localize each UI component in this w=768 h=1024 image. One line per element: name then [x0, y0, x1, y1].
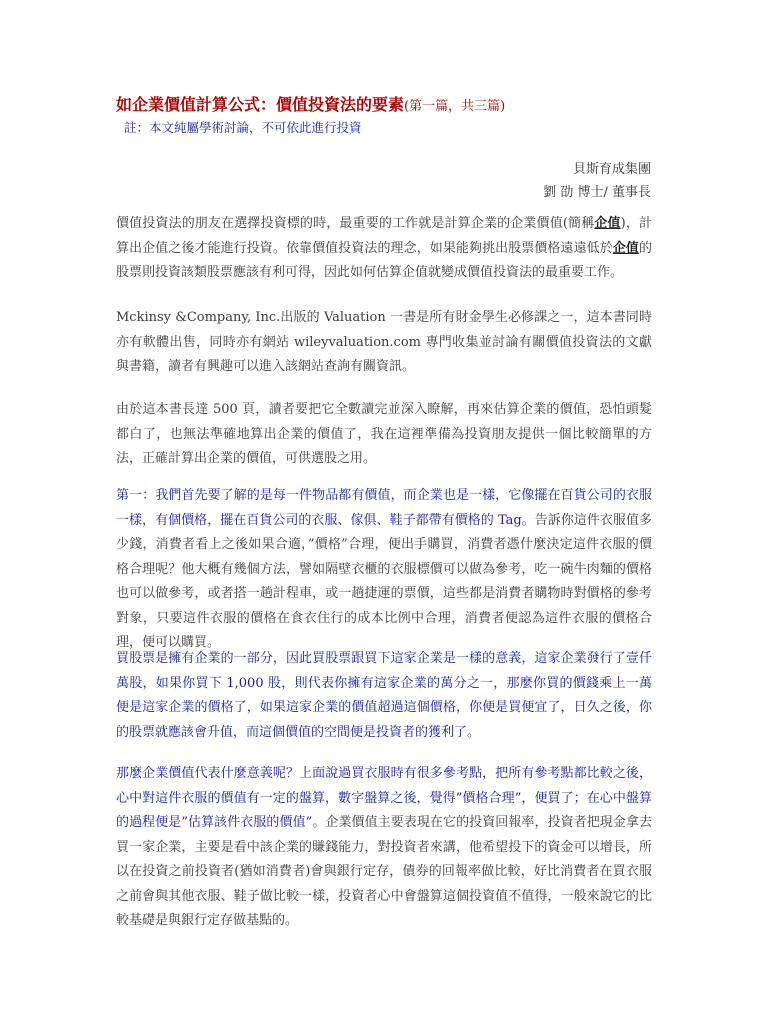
keyword-qizhi: 企值 [612, 240, 639, 256]
paragraph-6 [116, 762, 652, 934]
title-main: 如企業價值計算公式：價值投資法的要素 [116, 95, 405, 114]
p6-highlight: 那麼企業價值代表什麼意義呢？上面說過買衣服時有很多參考點，把所有參考點都比較之後，心中對這件衣服的價值有一定的盤算，數字盤算之後，覺得”價格合理”，便買了；在心中盤算的過程便是”估算該件衣服的價值” [116, 766, 652, 830]
p6-text: 。企業價值主要表現在它的投資回報率，投資者把現金拿去買一家企業，主要是看中該企業的賺錢能力，對投資者來講，他希望投下的資金可以增長，所以在投資之前投資者(猶如消費者)會與銀行定存，債券的回報率做比較，好比消費者在買衣服之前會與其他衣服、鞋子做比較一樣，投資者心中會盤算這個投資值不值得，一般來說它的比較基礎是與銀行定存做基點的。 [116, 815, 652, 928]
p1-text-3: 的股票則投資該類股票應該有利可得，因此如何估算企值就變成價值投資法的最重要工作。 [116, 240, 652, 280]
disclaimer-note: 註：本文純屬學術討論，不可依此進行投資 [124, 120, 362, 135]
paragraph-5: 買股票是擁有企業的一部分，因此買股票跟買下這家企業是一樣的意義，這家企業發行了壹仟萬股，如果你買下 1,000 股，則代表你擁有這家企業的萬分之一，那麼你買的價錢乘上一萬便是這家企業的價格了，如果這家企業的價值超過這個價格，你便是買便宜了，日久之後，你的股票就應該會升值，而這個價值的空間便是投資者的獲利了。 [116, 651, 652, 740]
author-organization: 貝斯育成集團 [572, 162, 651, 177]
paragraph-4 [116, 484, 652, 656]
p4-text: 告訴你這件衣服值多少錢，消費者看上之後如果合適，”價格”合理，便出手購買，消費者憑什麼決定這件衣服的價格合理呢？他大概有幾個方法，譬如隔壁衣櫃的衣服標價可以做為參考，吃一碗牛肉麵的價格也可以做參考，或者搭一趟計程車，或一趟捷運的票價，這些都是消費者購物時對價格的參考對象，只要這件衣服的價格在食衣住行的成本比例中合理，消費者便認為這件衣服的價格合理，便可以購買。 [116, 512, 652, 650]
document-title [116, 92, 505, 115]
title-sub: (第一篇，共三篇) [404, 99, 506, 114]
paragraph-3: 由於這本書長達 500 頁，讀者要把它全數讀完並深入瞭解，再來估算企業的價值，恐怕頭髮都白了，也無法準確地算出企業的價值了，我在這裡準備為投資朋友提供一個比較簡單的方法，正確計算出企業的價值，可供選股之用。 [116, 402, 652, 466]
keyword-qizhi: 企值 [594, 216, 621, 231]
paragraph-1 [116, 212, 652, 286]
author-name: 劉 劭 博士/ 董事長 [543, 185, 651, 200]
p1-text-1: 價值投資法的朋友在選擇投資標的時，最重要的工作就是計算企業的企業價值(簡稱 [116, 216, 595, 231]
p4-highlight: 第一：我們首先要了解的是每一件物品都有價值，而企業也是一樣，它像擺在百貨公司的衣服一樣，有個價格，擺在百貨公司的衣服、傢俱、鞋子都帶有價格的 Tag。 [116, 488, 652, 528]
p1-text-2: )，計算出企值之後才能進行投資。依靠價值投資法的理念，如果能夠挑出股票價格遠遠低於 [116, 216, 652, 256]
paragraph-2: Mckinsy &Company, Inc.出版的 Valuation 一書是所有財金學生必修課之一，這本書同時亦有軟體出售，同時亦有網站 wileyvaluation.com 專門收集並討論有關價值投資法的文獻與書籍，讀者有興趣可以進入該網站查詢有關資訊。 [116, 310, 652, 374]
